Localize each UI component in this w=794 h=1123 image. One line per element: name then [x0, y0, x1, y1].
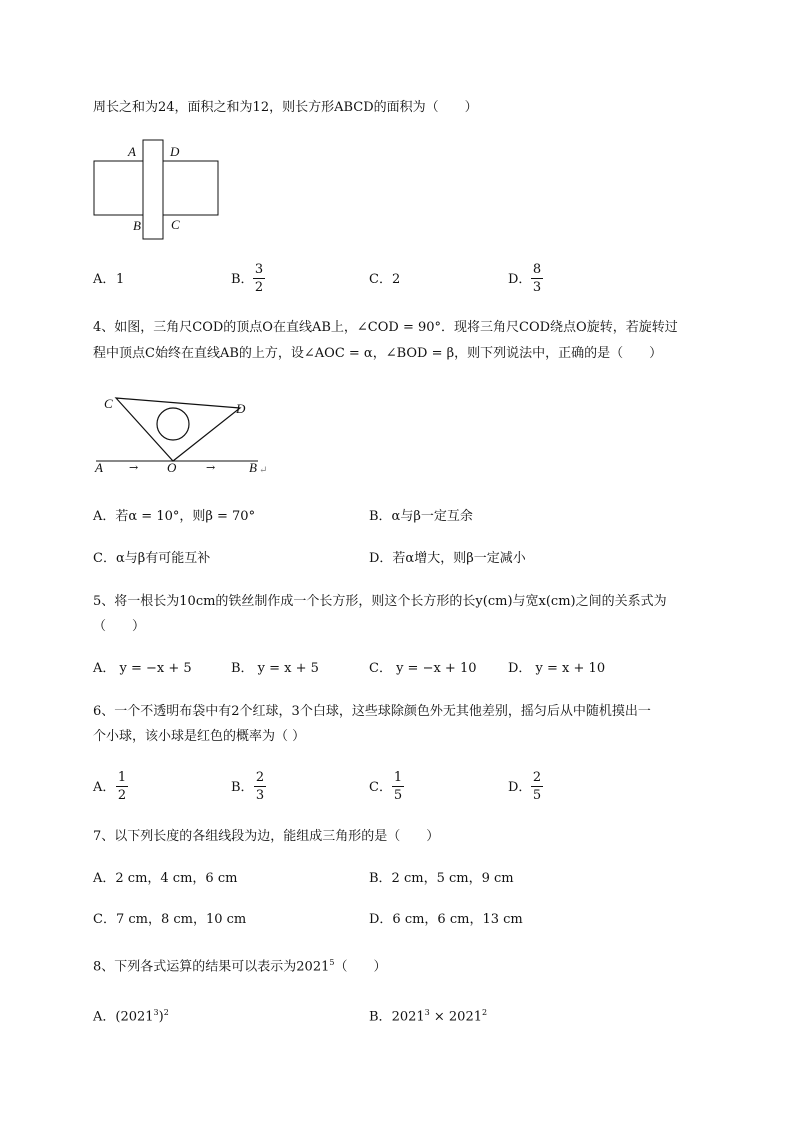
q7-option-d: D．6 cm，6 cm，13 cm	[369, 912, 523, 927]
q4-line1: 4、如图，三角尺COD的顶点O在直线AB上，∠COD = 90°．现将三角尺COD绕点O旋转，若旋转过	[93, 320, 678, 335]
q3-option-d-den: 3	[532, 280, 542, 295]
q8-option-b-base1: 2021	[391, 1009, 425, 1025]
q8-option-a-exp2: 2	[163, 1008, 169, 1017]
q3-option-b-num: 3	[254, 262, 264, 277]
q6-option-d-letter: D．	[508, 780, 532, 795]
q3-option-d-num: 8	[532, 262, 542, 277]
q8-option-b	[369, 1003, 487, 1027]
return-mark-icon: ↵	[259, 465, 268, 476]
q5-option-c: C． y = −x + 10	[369, 661, 477, 676]
q7-option-c: C．7 cm，8 cm，10 cm	[93, 912, 247, 927]
q8-option-b-times: × 2021	[429, 1009, 482, 1025]
q6-line2: 个小球，该小球是红色的概率为（ ）	[93, 729, 306, 744]
q7-option-b: B．2 cm，5 cm，9 cm	[369, 871, 514, 886]
q3-option-a-letter: A．	[93, 272, 116, 287]
q6-option-a-fraction	[116, 770, 128, 803]
q7-stem: 7、以下列长度的各组线段为边，能组成三角形的是（ ）	[93, 829, 440, 844]
q5-option-a: A． y = −x + 5	[93, 661, 192, 676]
q6-option-b-fraction	[254, 770, 266, 803]
q3-option-d-letter: D．	[508, 272, 532, 287]
q3-label-d: D	[170, 144, 180, 159]
q8-option-b-exp1: 3	[424, 1008, 430, 1017]
q4-option-a: A．若α = 10°，则β = 70°	[93, 509, 256, 524]
q3-option-c-letter: C．	[369, 272, 392, 287]
q6-option-a-letter: A．	[93, 780, 116, 795]
q3-stem: 周长之和为24，面积之和为12，则长方形ABCD的面积为（ ）	[93, 100, 478, 115]
q3-option-b-den: 2	[254, 280, 264, 295]
q3-option-b-letter: B．	[231, 272, 254, 287]
q3-label-c: C	[171, 217, 180, 232]
q4-label-d: D	[236, 401, 246, 416]
q3-option-a: 1	[116, 272, 125, 287]
q4-option-b: B．α与β一定互余	[369, 509, 473, 524]
q4-label-c: C	[104, 396, 113, 411]
q8-option-a-exp1: 3	[153, 1008, 159, 1017]
q3-label-b: B	[133, 218, 141, 233]
q8-option-a-close: )	[158, 1009, 164, 1025]
q8-stem-end: （ ）	[334, 959, 387, 975]
q8-stem-text: 8、下列各式运算的结果可以表示为2021	[93, 959, 330, 975]
q5-option-d: D． y = x + 10	[508, 661, 606, 676]
q4-label-b: B	[249, 460, 257, 475]
q6-option-d-den: 5	[532, 788, 542, 803]
q8-option-b-letter: B．	[369, 1009, 392, 1025]
q6-line1: 6、一个不透明布袋中有2个红球，3个白球，这些球除颜色外无其他差别，摇匀后从中随机摸出一	[93, 704, 651, 719]
q5-line1: 5、将一根长为10cm的铁丝制作成一个长方形，则这个长方形的长y(cm)与宽x(cm)之间的关系式为	[93, 594, 667, 609]
q3-figure	[88, 138, 228, 246]
q8-option-a-letter: A．	[93, 1009, 116, 1025]
q5-line2: （ ）	[93, 619, 146, 634]
q6-option-c-fraction	[392, 770, 404, 803]
q6-option-b-num: 2	[255, 770, 265, 785]
q6-option-b-den: 3	[255, 788, 265, 803]
q6-option-c-den: 5	[393, 788, 403, 803]
q6-option-d-num: 2	[532, 770, 542, 785]
q3-option-b-fraction	[253, 262, 265, 295]
q6-option-c-letter: C．	[369, 780, 392, 795]
q8-stem-exponent: 5	[329, 958, 335, 967]
q6-option-d-fraction	[531, 770, 543, 803]
q8-stem	[93, 953, 386, 977]
q8-option-a-base: (2021	[115, 1009, 154, 1025]
q4-option-d: D．若α增大，则β一定减小	[369, 551, 526, 566]
q4-label-o: O	[167, 460, 177, 475]
q4-option-c: C．α与β有可能互补	[93, 551, 211, 566]
q7-option-a: A．2 cm，4 cm，6 cm	[93, 871, 238, 886]
q4-arrow-right-icon: →	[206, 461, 216, 474]
q3-label-a: A	[128, 144, 136, 159]
q3-option-c: 2	[392, 272, 401, 287]
q6-option-c-num: 1	[393, 770, 403, 785]
q4-arrow-left-icon: →	[129, 461, 139, 474]
q6-option-b-letter: B．	[231, 780, 254, 795]
q3-option-d-fraction	[531, 262, 543, 295]
q6-option-a-num: 1	[117, 770, 127, 785]
q5-option-b: B． y = x + 5	[231, 661, 319, 676]
q8-option-b-exp2: 2	[482, 1008, 488, 1017]
q6-option-a-den: 2	[117, 788, 127, 803]
q4-line2: 程中顶点C始终在直线AB的上方，设∠AOC = α，∠BOD = β，则下列说法中，正确的是（ ）	[93, 346, 663, 361]
q8-option-a	[93, 1003, 169, 1027]
q4-label-a: A	[95, 460, 103, 475]
